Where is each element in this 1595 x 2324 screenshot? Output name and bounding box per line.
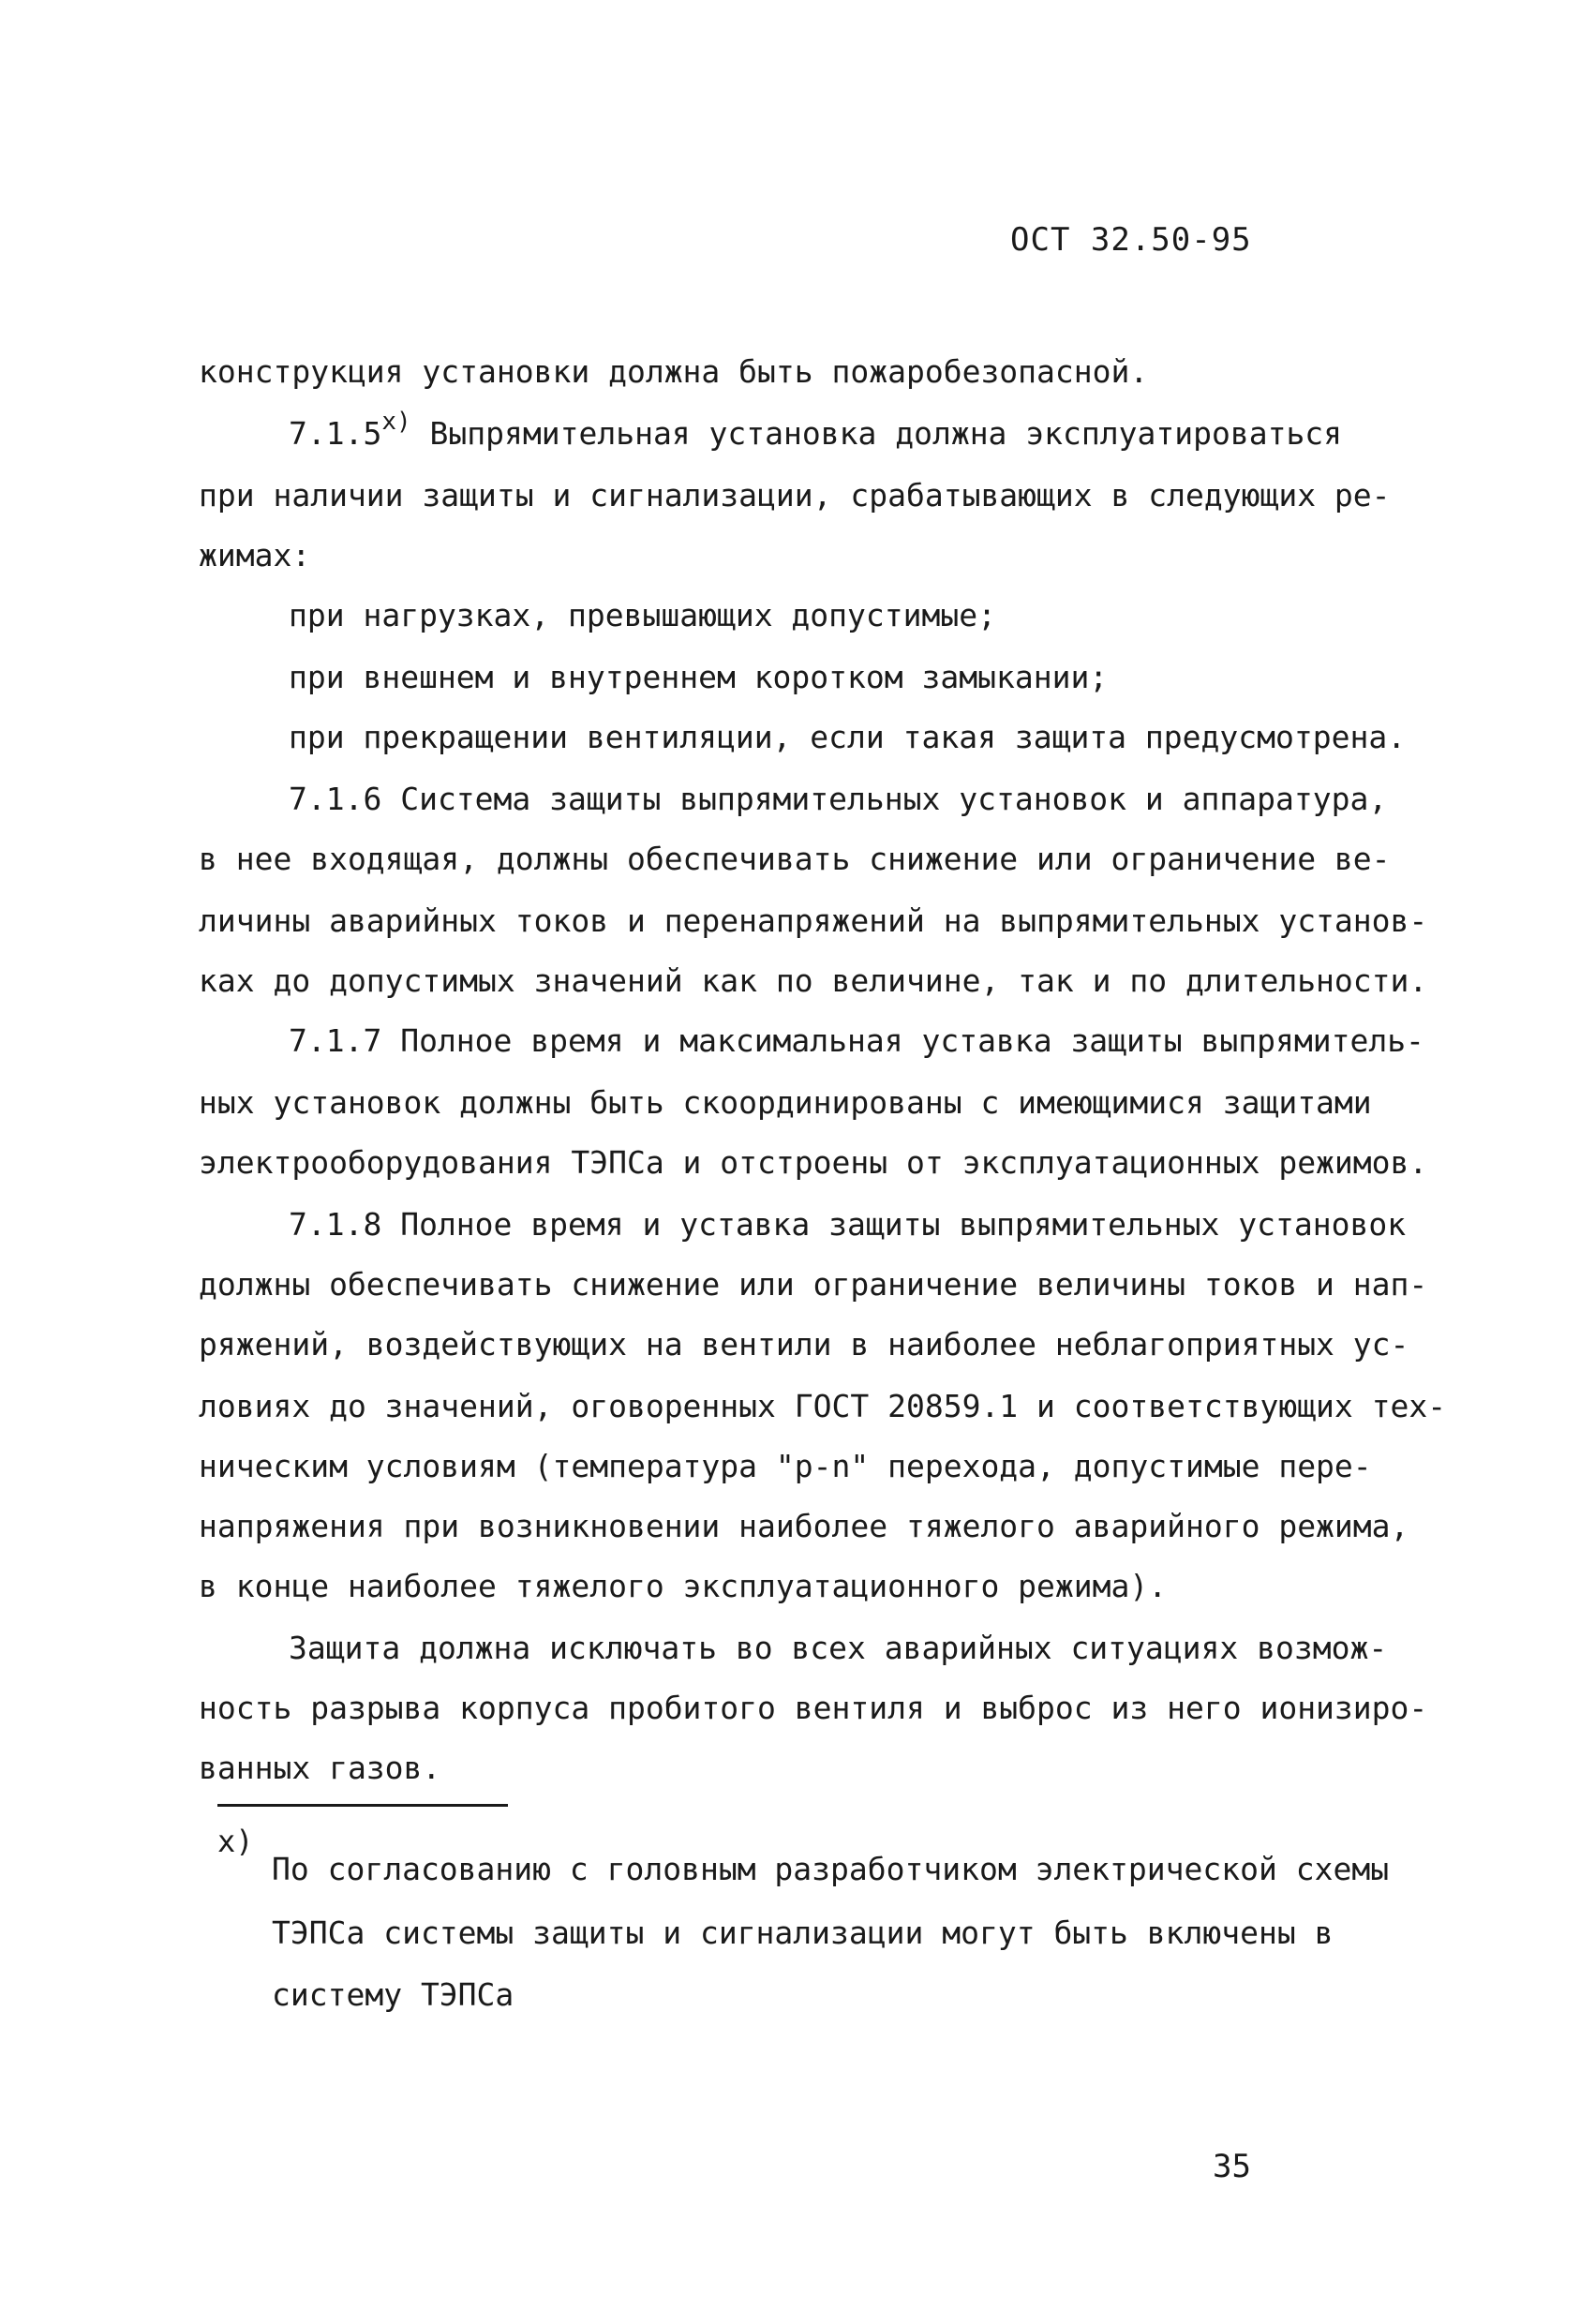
clause-number: 7.1.5: [289, 415, 382, 452]
body-line: в конце наиболее тяжелого эксплуатационного режима).: [199, 1568, 1168, 1604]
footnote-divider: [217, 1804, 508, 1807]
body-line: личины аварийных токов и перенапряжений на выпрямительных установ-: [199, 902, 1428, 939]
footnote-line: ТЭПСа системы защиты и сигнализации могут быть включены в: [272, 1914, 1334, 1951]
body-line: Защита должна исключать во всех аварийных ситуациях возмож-: [289, 1630, 1388, 1666]
clause-7-1-6: 7.1.6 Система защиты выпрямительных установок и аппаратура,: [289, 781, 1388, 817]
body-line: напряжения при возникновении наиболее тяжелого аварийного режима,: [199, 1508, 1409, 1544]
clause-7-1-5-heading: [289, 408, 1343, 452]
list-item: при внешнем и внутреннем коротком замыкании;: [289, 659, 1109, 695]
body-line: ловиях до значений, оговоренных ГОСТ 20859.1 и соответствующих тех-: [199, 1388, 1447, 1424]
footnote-line: По согласованию с головным разработчиком электрической схемы: [272, 1851, 1390, 1887]
footnote-line: систему ТЭПСа: [272, 1976, 514, 2013]
body-line: Выпрямительная установка должна эксплуатироваться: [429, 415, 1343, 452]
footnote-mark: х): [217, 1824, 254, 1859]
page-number: 35: [1213, 2148, 1251, 2185]
body-line: должны обеспечивать снижение или ограничение величины токов и нап-: [199, 1266, 1428, 1303]
clause-7-1-8: 7.1.8 Полное время и уставка защиты выпрямительных установок: [289, 1206, 1407, 1243]
list-item: при нагрузках, превышающих допустимые;: [289, 597, 996, 633]
body-line: жимах:: [199, 537, 311, 574]
list-item: при прекращении вентиляции, если такая защита предусмотрена.: [289, 719, 1407, 755]
body-line: ных установок должны быть скоординированы с имеющимися защитами: [199, 1084, 1372, 1121]
body-line: ряжений, воздействующих на вентили в наиболее неблагоприятных ус-: [199, 1326, 1409, 1363]
body-line: ках до допустимых значений как по величине, так и по длительности.: [199, 962, 1428, 999]
body-line: конструкция установки должна быть пожаробезопасной.: [199, 353, 1149, 390]
body-line: ность разрыва корпуса пробитого вентиля и выброс из него ионизиро-: [199, 1690, 1428, 1726]
footnote-reference: х): [381, 408, 411, 436]
body-line: в нее входящая, должны обеспечивать снижение или ограничение ве-: [199, 841, 1391, 877]
clause-7-1-7: 7.1.7 Полное время и максимальная уставка защиты выпрямитель-: [289, 1022, 1424, 1059]
body-line: ническим условиям (температура "p-n" перехода, допустимые пере-: [199, 1448, 1372, 1484]
body-line: электрооборудования ТЭПСа и отстроены от эксплуатационных режимов.: [199, 1144, 1428, 1181]
body-line: при наличии защиты и сигнализации, срабатывающих в следующих ре-: [199, 477, 1391, 514]
document-code: ОСТ 32.50-95: [1010, 221, 1252, 259]
body-line: ванных газов.: [199, 1750, 441, 1786]
